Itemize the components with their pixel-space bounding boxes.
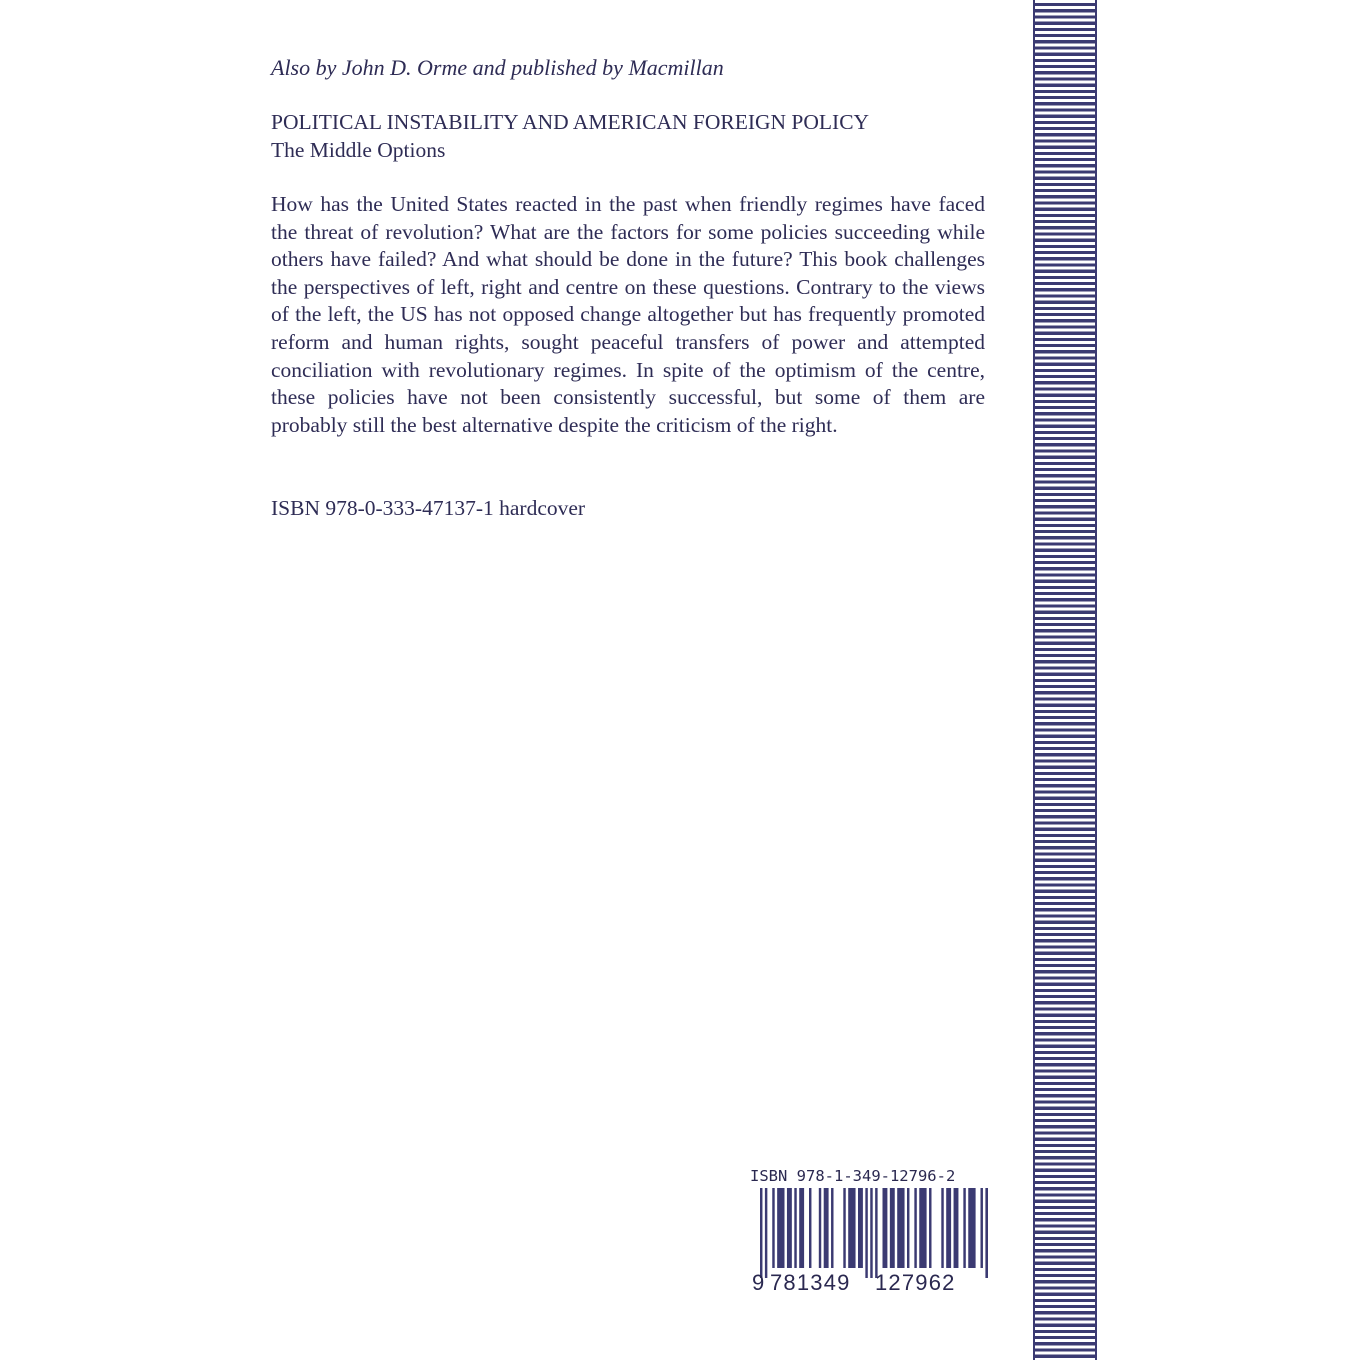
barcode-bar — [914, 1188, 916, 1268]
barcode-bar — [985, 1188, 988, 1278]
barcode-bar — [919, 1188, 926, 1268]
striped-edge-decoration — [1033, 0, 1097, 1360]
barcode-bar — [799, 1188, 804, 1268]
barcode-bar — [981, 1188, 983, 1268]
barcode-bar — [865, 1188, 867, 1278]
barcode-bar — [824, 1188, 829, 1268]
other-book-isbn: ISBN 978-0-333-47137-1 hardcover — [271, 496, 586, 520]
barcode-block — [748, 1166, 988, 1306]
barcode-bar — [870, 1188, 872, 1278]
barcode-bar — [883, 1188, 888, 1268]
barcode-bar — [897, 1188, 904, 1268]
barcode-bar — [946, 1188, 951, 1268]
barcode-bar — [765, 1188, 767, 1278]
barcode-bar — [954, 1188, 959, 1268]
barcode-bar — [809, 1188, 811, 1268]
barcode-bar — [968, 1188, 975, 1268]
other-book-subtitle: The Middle Options — [271, 138, 446, 162]
barcode-digit-first: 9 — [752, 1270, 765, 1295]
barcode-bar — [929, 1188, 931, 1268]
other-book-blurb: How has the United States reacted in the past when friendly regimes have faced the threat of revolution? What are the factors for some policies succeeding while others have failed? And what should be done in the future? This book challenges the perspectives of left, right and centre on these questions. Contrary to the views of the left, the US has not opposed change altogether but has frequently promoted reform and human rights, sought peaceful transfers of power and attempted conciliation with revolutionary regimes. In spite of the optimism of the centre, these policies have not been consistently successful, but some of them are probably still the best alternative despite the criticism of the right. — [271, 192, 985, 437]
barcode-digits-right: 127962 — [875, 1270, 956, 1295]
barcode-bar — [760, 1188, 762, 1278]
barcode-bar — [794, 1188, 796, 1268]
barcode-bar — [907, 1188, 909, 1268]
barcode-bar — [772, 1188, 774, 1268]
barcode-bar — [777, 1188, 784, 1268]
barcode-digits-left: 781349 — [770, 1270, 851, 1295]
also-by-line: Also by John D. Orme and published by Macmillan — [271, 55, 724, 80]
barcode-isbn-label: ISBN 978-1-349-12796-2 — [750, 1167, 956, 1185]
barcode-bar — [819, 1188, 821, 1268]
barcode-bar — [941, 1188, 943, 1268]
barcode-bar — [963, 1188, 965, 1268]
barcode-bar — [831, 1188, 833, 1268]
barcode-bar — [890, 1188, 895, 1268]
other-book-title: POLITICAL INSTABILITY AND AMERICAN FOREIGN POLICY — [271, 110, 870, 134]
barcode-bar — [875, 1188, 877, 1278]
barcode-bar — [848, 1188, 855, 1268]
barcode-bar — [843, 1188, 845, 1268]
barcode-bar — [858, 1188, 863, 1268]
barcode-bar — [787, 1188, 792, 1268]
barcode-icon — [748, 1188, 988, 1280]
